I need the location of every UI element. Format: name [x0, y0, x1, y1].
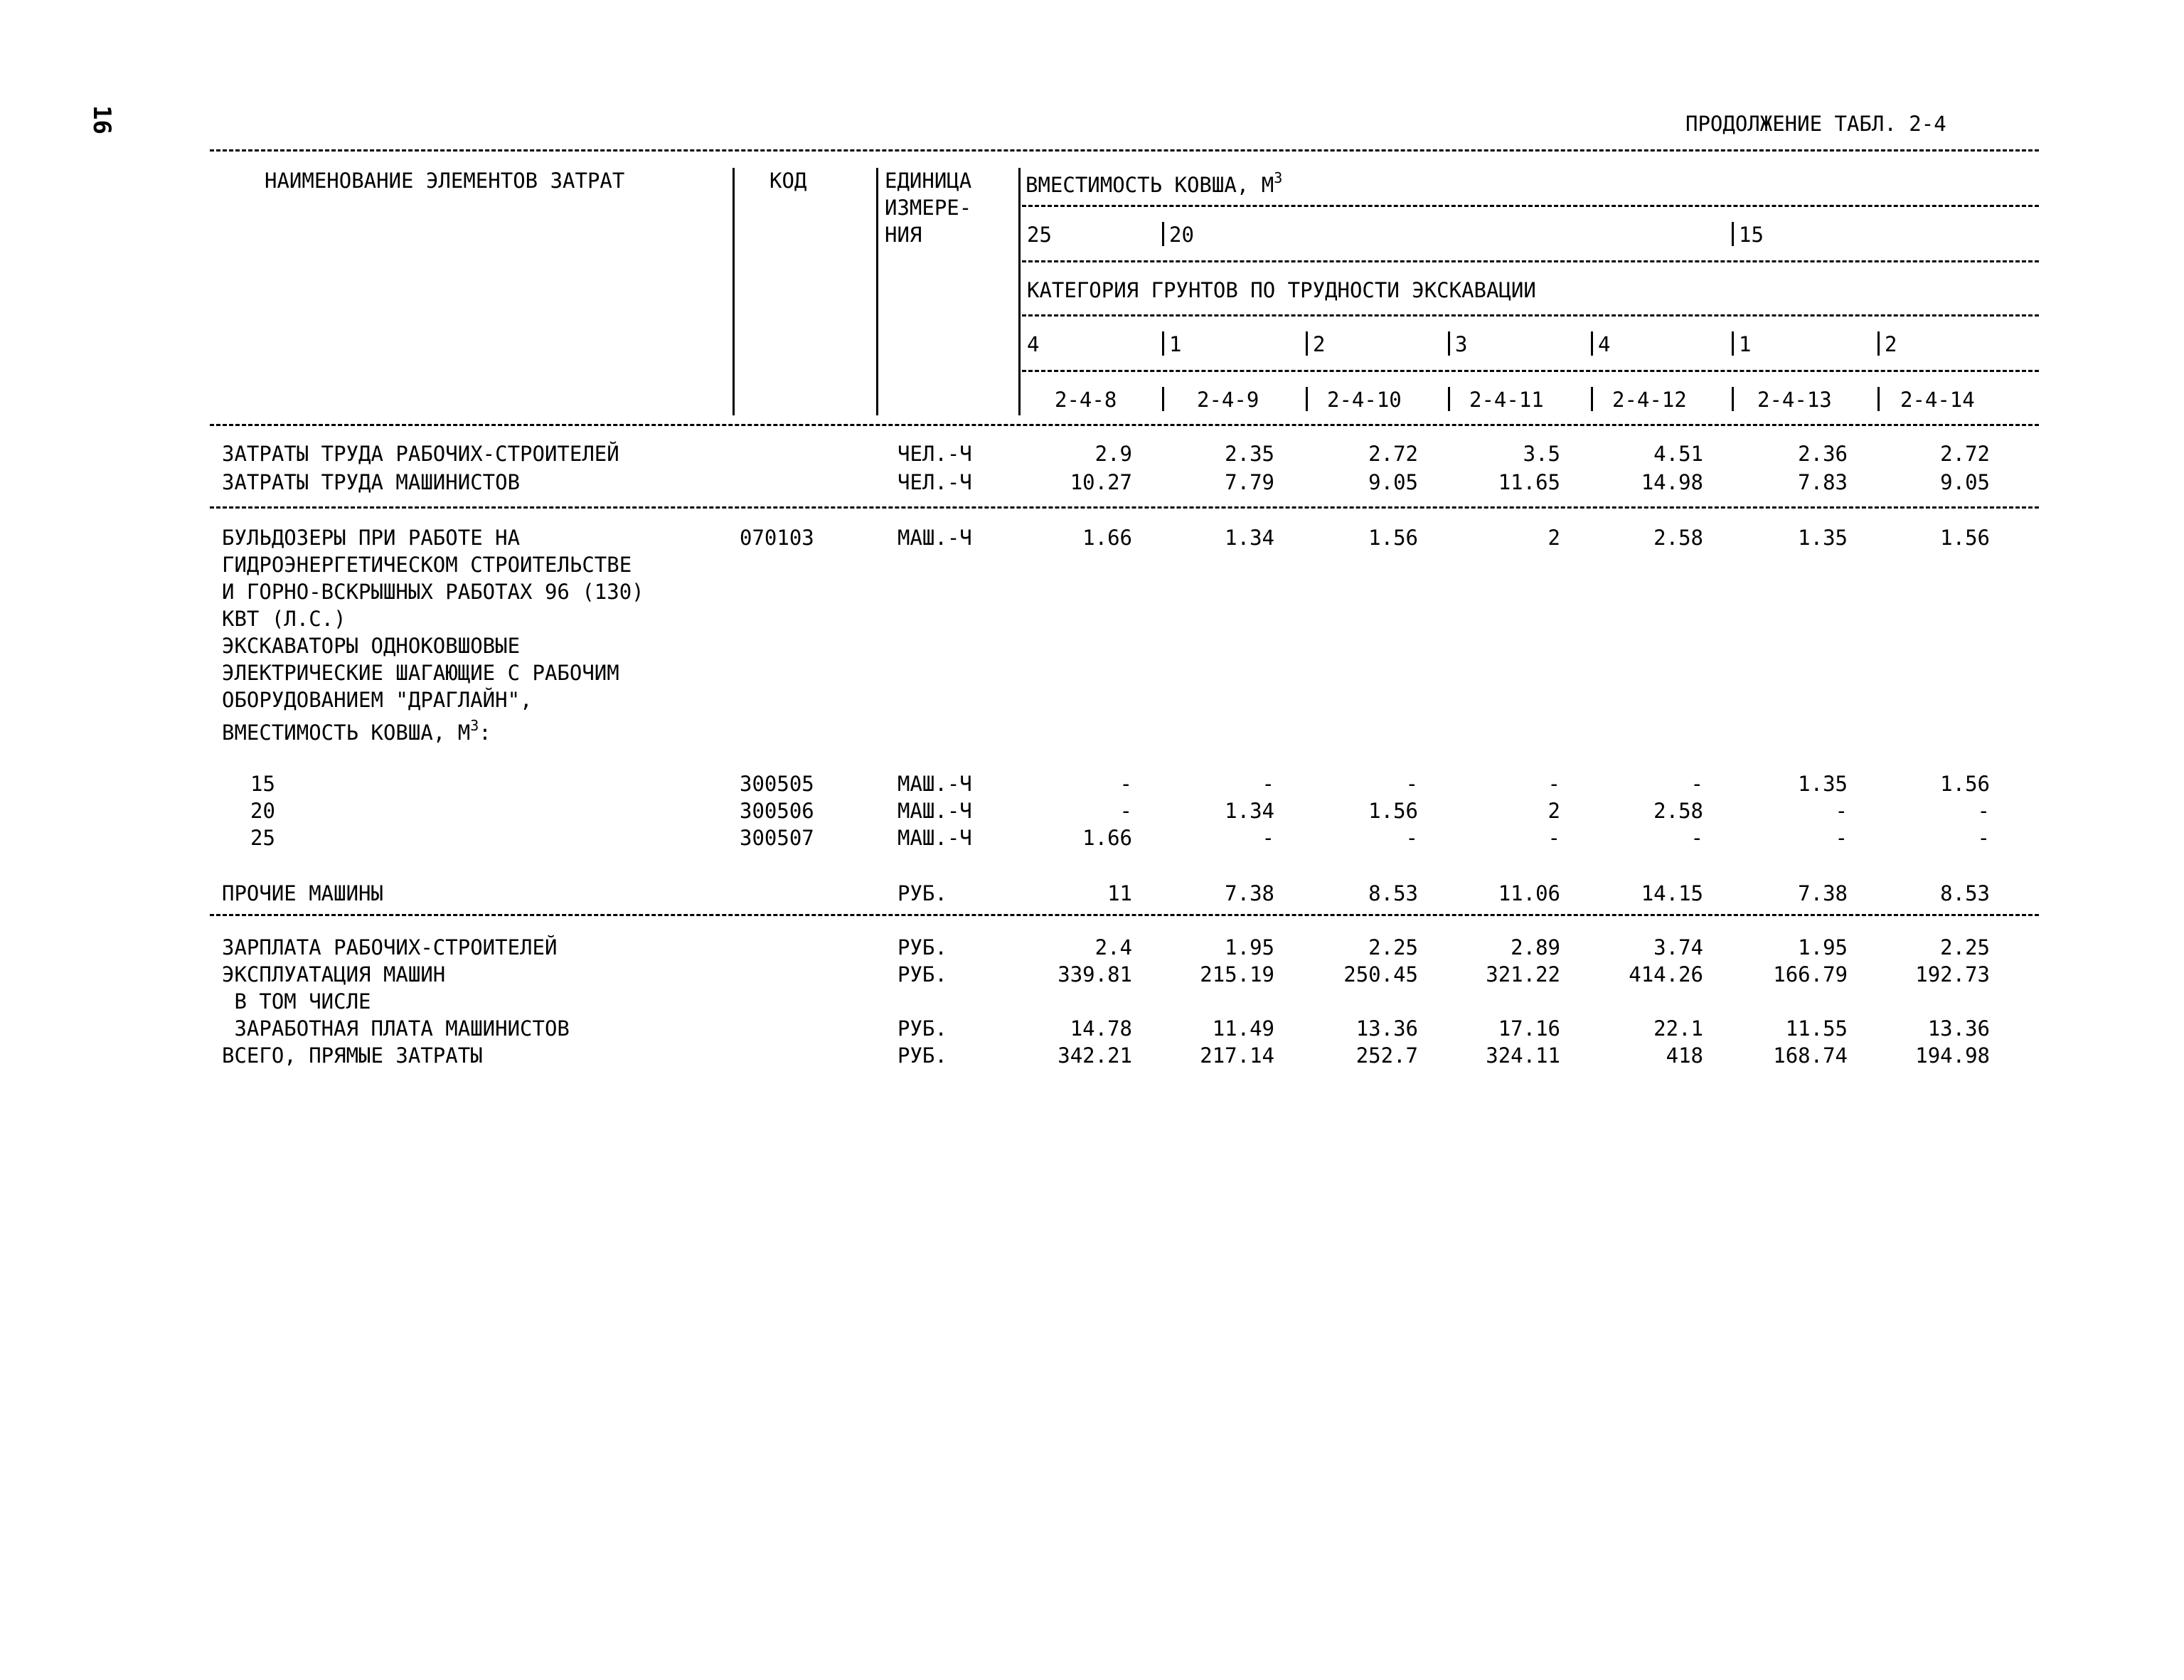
- cost-row-name: ЗАРАБОТНАЯ ПЛАТА МАШИНИСТОВ: [222, 1016, 570, 1041]
- excavator-size-value-4: -: [1548, 826, 1560, 850]
- excavator-name-line-3: ОБОРУДОВАНИЕМ "ДРАГЛАЙН",: [222, 688, 533, 712]
- excavator-size-value-7: 1.56: [1940, 772, 1990, 796]
- labor-row-value-3: 9.05: [1368, 470, 1418, 494]
- rule-codes: [1022, 370, 2039, 372]
- cost-row-name: ВСЕГО, ПРЯМЫЕ ЗАТРАТЫ: [222, 1043, 483, 1068]
- cost-row-value-3: 2.25: [1368, 935, 1418, 959]
- excavator-size-value-1: 1.66: [1082, 826, 1132, 850]
- header-divider-code-3: [1306, 387, 1308, 411]
- rule-labor-bottom: [210, 506, 2039, 509]
- header-capacity-label: ВМЕСТИМОСТЬ КОВША, $М^3$: [1026, 169, 1283, 197]
- excavator-size-name: 25: [250, 826, 275, 850]
- header-category-label: КАТЕГОРИЯ ГРУНТОВ ПО ТРУДНОСТИ ЭКСКАВАЦИИ: [1027, 278, 1536, 302]
- cost-row-value-7: 192.73: [1915, 962, 1990, 987]
- cost-row-value-2: 215.19: [1200, 962, 1274, 987]
- header-divider-cat-2: [1162, 331, 1164, 356]
- cost-row-value-4: 17.16: [1498, 1016, 1560, 1041]
- header-unit-line-1: ЕДИНИЦА: [885, 169, 972, 193]
- excavator-size-value-6: -: [1835, 826, 1848, 850]
- header-code-2-4-8: 2-4-8: [1055, 388, 1117, 412]
- bulldozer-name-line-1: БУЛЬДОЗЕРЫ ПРИ РАБОТЕ НА: [222, 526, 521, 550]
- excavator-size-value-1: -: [1119, 799, 1132, 823]
- header-unit-line-2: ИЗМЕРЕ-: [885, 196, 972, 220]
- excavator-size-unit: МАШ.-Ч: [897, 772, 972, 796]
- header-category-1: 4: [1027, 332, 1040, 356]
- cost-row-unit: РУБ.: [897, 962, 947, 987]
- page-number: 16: [87, 105, 116, 134]
- cost-row-value-3: 13.36: [1355, 1016, 1418, 1041]
- excavator-size-code: 300507: [740, 826, 814, 850]
- header-name-col: НАИМЕНОВАНИЕ ЭЛЕМЕНТОВ ЗАТРАТ: [265, 169, 625, 193]
- bulldozer-name-line-2: ГИДРОЭНЕРГЕТИЧЕСКОМ СТРОИТЕЛЬСТВЕ: [222, 553, 632, 577]
- bulldozer-value-6: 1.35: [1798, 526, 1848, 550]
- other-machines-value-3: 8.53: [1368, 881, 1418, 905]
- rule-category-top: [1022, 260, 2039, 262]
- header-capacity-25: 25: [1027, 223, 1052, 247]
- excavator-size-value-3: -: [1405, 772, 1418, 796]
- excavator-size-value-2: 1.34: [1225, 799, 1274, 823]
- header-category-5: 4: [1598, 332, 1611, 356]
- cost-row-value-2: 11.49: [1212, 1016, 1274, 1041]
- excavator-size-value-5: -: [1690, 772, 1703, 796]
- header-divider-unit: [1018, 168, 1021, 415]
- header-divider-cap-20: [1162, 222, 1164, 246]
- header-divider-cat-5: [1591, 331, 1593, 356]
- cost-row-value-1: 339.81: [1058, 962, 1132, 987]
- cost-row-value-6: 166.79: [1773, 962, 1848, 987]
- cost-row-value-1: 342.21: [1058, 1043, 1132, 1068]
- labor-row-value-6: 2.36: [1798, 442, 1848, 466]
- labor-row-value-7: 9.05: [1940, 470, 1990, 494]
- cost-row-value-2: 1.95: [1225, 935, 1274, 959]
- excavator-size-value-7: -: [1977, 826, 1990, 850]
- cost-row-name: В ТОМ ЧИСЛЕ: [222, 989, 371, 1014]
- labor-row-unit: ЧЕЛ.-Ч: [897, 470, 972, 494]
- other-machines-unit: РУБ.: [897, 881, 947, 905]
- excavator-size-value-2: -: [1262, 826, 1274, 850]
- excavator-size-unit: МАШ.-Ч: [897, 826, 972, 850]
- excavator-size-value-5: -: [1690, 826, 1703, 850]
- header-divider-name: [733, 168, 735, 415]
- labor-row-value-6: 7.83: [1798, 470, 1848, 494]
- cost-row-value-6: 168.74: [1773, 1043, 1848, 1068]
- cost-row-name: ЗАРПЛАТА РАБОЧИХ-СТРОИТЕЛЕЙ: [222, 935, 558, 959]
- header-code-2-4-14: 2-4-14: [1900, 388, 1975, 412]
- rule-capacity: [1022, 205, 2039, 207]
- header-capacity-20: 20: [1169, 223, 1194, 247]
- header-divider-cat-7: [1877, 331, 1880, 356]
- cost-row-value-4: 321.22: [1486, 962, 1560, 987]
- cost-row-value-5: 418: [1666, 1043, 1703, 1068]
- header-divider-code-6: [1732, 387, 1734, 411]
- excavator-size-value-6: 1.35: [1798, 772, 1848, 796]
- cost-row-value-5: 3.74: [1653, 935, 1703, 959]
- header-category-3: 2: [1313, 332, 1326, 356]
- cost-row-value-3: 250.45: [1343, 962, 1418, 987]
- cost-row-value-4: 324.11: [1486, 1043, 1560, 1068]
- header-category-2: 1: [1169, 332, 1182, 356]
- excavator-size-value-3: 1.56: [1368, 799, 1418, 823]
- excavator-size-code: 300506: [740, 799, 814, 823]
- header-divider-code-5: [1591, 387, 1593, 411]
- cost-row-unit: РУБ.: [897, 1043, 947, 1068]
- labor-row-value-1: 2.9: [1094, 442, 1132, 466]
- labor-row-value-2: 7.79: [1225, 470, 1274, 494]
- excavator-size-value-3: -: [1405, 826, 1418, 850]
- excavator-name-line-1: ЭКСКАВАТОРЫ ОДНОКОВШОВЫЕ: [222, 634, 521, 658]
- cost-row-value-1: 14.78: [1070, 1016, 1132, 1041]
- cost-row-unit: РУБ.: [897, 935, 947, 959]
- excavator-name-line-2: ЭЛЕКТРИЧЕСКИЕ ШАГАЮЩИЕ С РАБОЧИМ: [222, 661, 619, 685]
- excavator-size-code: 300505: [740, 772, 814, 796]
- excavator-size-value-5: 2.58: [1653, 799, 1703, 823]
- table-caption: ПРОДОЛЖЕНИЕ ТАБЛ. 2-4: [1685, 112, 1946, 136]
- bulldozer-value-1: 1.66: [1082, 526, 1132, 550]
- labor-row-value-5: 4.51: [1653, 442, 1703, 466]
- excavator-size-unit: МАШ.-Ч: [897, 799, 972, 823]
- header-unit-line-3: НИЯ: [885, 223, 922, 247]
- labor-row-value-4: 11.65: [1498, 470, 1560, 494]
- labor-row-name: ЗАТРАТЫ ТРУДА МАШИНИСТОВ: [222, 470, 521, 494]
- cost-row-value-6: 11.55: [1785, 1016, 1848, 1041]
- bulldozer-value-4: 2: [1548, 526, 1560, 550]
- rule-machines-bottom: [210, 914, 2039, 916]
- labor-row-value-3: 2.72: [1368, 442, 1418, 466]
- header-divider-cap-15: [1732, 222, 1734, 246]
- bulldozer-value-3: 1.56: [1368, 526, 1418, 550]
- labor-row-value-5: 14.98: [1641, 470, 1703, 494]
- bulldozer-name-line-4: КВТ (Л.С.): [222, 607, 346, 631]
- excavator-size-value-4: -: [1548, 772, 1560, 796]
- other-machines-value-2: 7.38: [1225, 881, 1274, 905]
- labor-row-value-1: 10.27: [1070, 470, 1132, 494]
- header-code-2-4-9: 2-4-9: [1197, 388, 1259, 412]
- excavator-size-name: 20: [250, 799, 275, 823]
- other-machines-value-5: 14.15: [1641, 881, 1703, 905]
- labor-row-name: ЗАТРАТЫ ТРУДА РАБОЧИХ-СТРОИТЕЛЕЙ: [222, 442, 619, 466]
- cost-row-value-7: 13.36: [1927, 1016, 1990, 1041]
- bulldozer-name-line-3: И ГОРНО-ВСКРЫШНЫХ РАБОТАХ 96 (130): [222, 580, 644, 604]
- excavator-size-value-6: -: [1835, 799, 1848, 823]
- excavator-name-line-4: ВМЕСТИМОСТЬ КОВША, $М^3$:: [222, 717, 491, 745]
- labor-row-value-2: 2.35: [1225, 442, 1274, 466]
- header-divider-cat-4: [1448, 331, 1450, 356]
- rule-category-bottom: [1022, 314, 2039, 317]
- header-category-6: 1: [1739, 332, 1752, 356]
- header-divider-code-7: [1877, 387, 1880, 411]
- cost-row-value-2: 217.14: [1200, 1043, 1274, 1068]
- header-divider-code-4: [1448, 387, 1450, 411]
- cost-row-unit: РУБ.: [897, 1016, 947, 1041]
- rule-header-bottom: [210, 424, 2039, 426]
- bulldozer-value-2: 1.34: [1225, 526, 1274, 550]
- cost-row-value-7: 2.25: [1940, 935, 1990, 959]
- header-category-7: 2: [1885, 332, 1897, 356]
- cost-row-value-3: 252.7: [1355, 1043, 1418, 1068]
- header-capacity-15: 15: [1739, 223, 1764, 247]
- excavator-size-value-7: -: [1977, 799, 1990, 823]
- bulldozer-value-7: 1.56: [1940, 526, 1990, 550]
- other-machines-value-6: 7.38: [1798, 881, 1848, 905]
- other-machines-name: ПРОЧИЕ МАШИНЫ: [222, 881, 383, 905]
- header-divider-cat-3: [1306, 331, 1308, 356]
- bulldozer-value-5: 2.58: [1653, 526, 1703, 550]
- bulldozer-unit: МАШ.-Ч: [897, 526, 972, 550]
- header-code-2-4-11: 2-4-11: [1469, 388, 1544, 412]
- excavator-size-value-2: -: [1262, 772, 1274, 796]
- header-code-2-4-13: 2-4-13: [1757, 388, 1832, 412]
- rule-top: [210, 149, 2039, 151]
- labor-row-unit: ЧЕЛ.-Ч: [897, 442, 972, 466]
- cost-row-value-7: 194.98: [1915, 1043, 1990, 1068]
- cost-row-name: ЭКСПЛУАТАЦИЯ МАШИН: [222, 962, 446, 987]
- header-code-col: КОД: [769, 169, 807, 193]
- labor-row-value-7: 2.72: [1940, 442, 1990, 466]
- header-divider-cat-6: [1732, 331, 1734, 356]
- cost-row-value-1: 2.4: [1094, 935, 1132, 959]
- header-code-2-4-10: 2-4-10: [1327, 388, 1402, 412]
- labor-row-value-4: 3.5: [1523, 442, 1560, 466]
- cost-row-value-4: 2.89: [1511, 935, 1560, 959]
- header-divider-code: [876, 168, 878, 415]
- other-machines-value-4: 11.06: [1498, 881, 1560, 905]
- cost-row-value-5: 22.1: [1653, 1016, 1703, 1041]
- excavator-size-value-1: -: [1119, 772, 1132, 796]
- header-category-4: 3: [1455, 332, 1468, 356]
- bulldozer-code: 070103: [740, 526, 814, 550]
- cost-row-value-6: 1.95: [1798, 935, 1848, 959]
- excavator-size-name: 15: [250, 772, 275, 796]
- cost-row-value-5: 414.26: [1629, 962, 1703, 987]
- other-machines-value-1: 11: [1107, 881, 1132, 905]
- excavator-size-value-4: 2: [1548, 799, 1560, 823]
- header-code-2-4-12: 2-4-12: [1612, 388, 1687, 412]
- header-divider-code-2: [1162, 387, 1164, 411]
- other-machines-value-7: 8.53: [1940, 881, 1990, 905]
